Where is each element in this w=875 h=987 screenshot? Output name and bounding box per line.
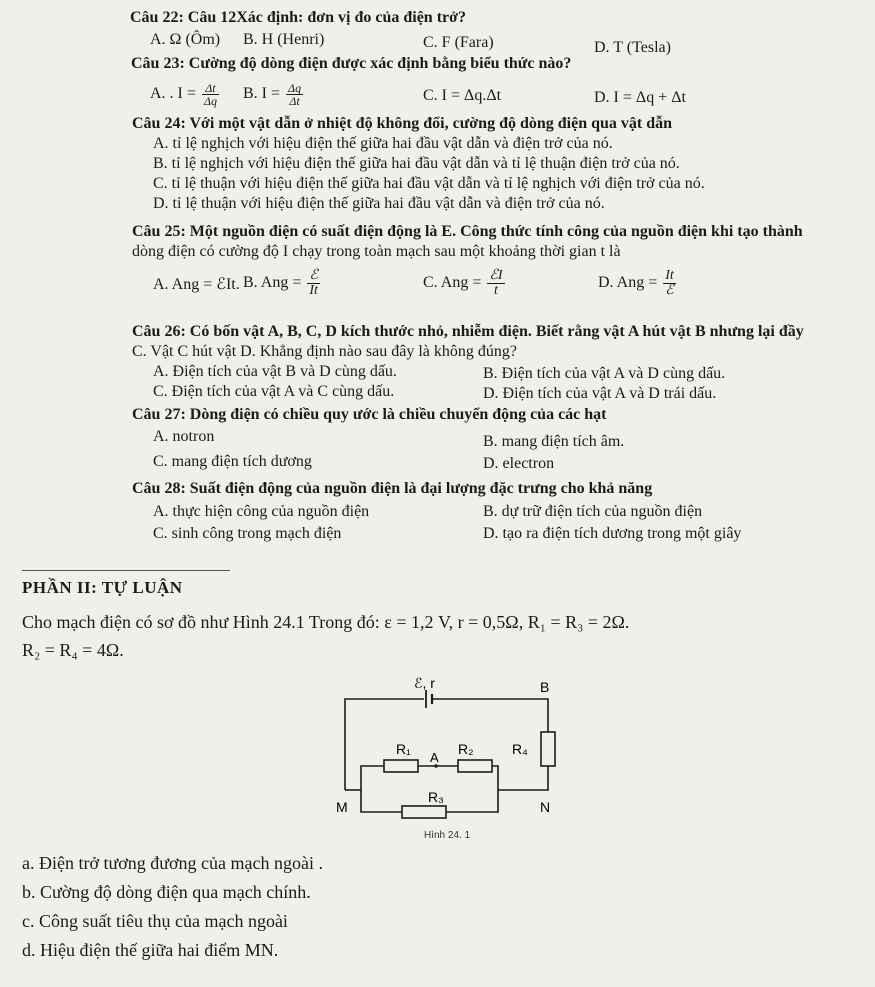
q23-a-den: Δq bbox=[203, 94, 217, 108]
r3-label: R₃ bbox=[428, 789, 444, 805]
source-label: ℰ, r bbox=[414, 675, 435, 691]
q23-option-c: C. I = Δq.Δt bbox=[423, 87, 502, 104]
q26-option-c: C. Điện tích của vật A và C cùng dấu. bbox=[153, 383, 395, 400]
q23-b-num: Δq bbox=[288, 81, 302, 95]
r2-label: R₂ bbox=[458, 741, 474, 757]
q25-b-den: It bbox=[309, 283, 318, 298]
node-b-label: B bbox=[540, 679, 550, 695]
part-2-question-a: a. Điện trở tương đương của mạch ngoài . bbox=[22, 853, 323, 873]
q25-d-prefix: D. Ang = bbox=[598, 274, 662, 292]
q28-option-d: D. tạo ra điện tích dương trong một giây bbox=[483, 525, 742, 542]
q23-b-prefix: B. I = bbox=[243, 85, 285, 103]
q23-b-den: Δt bbox=[289, 94, 300, 108]
q27-option-a: A. notron bbox=[153, 428, 215, 445]
q24-option-b: B. tỉ lệ nghịch với hiệu điện thế giữa hai đầu vật dẫn và tỉ lệ thuận điện trở của nó. bbox=[153, 155, 680, 172]
q24-option-c: C. tỉ lệ thuận với hiệu điện thế giữa hai đầu vật dẫn và tỉ lệ nghịch với điện trở của nó. bbox=[153, 175, 705, 192]
part-2-question-d: d. Hiệu điện thế giữa hai điểm MN. bbox=[22, 940, 279, 960]
q27-option-c: C. mang điện tích dương bbox=[153, 453, 312, 470]
q25-d-den: ℰ bbox=[665, 283, 674, 298]
question-25-title-line2: dòng điện có cường độ I chạy trong toàn mạch sau một khoảng thời gian t là bbox=[132, 243, 621, 260]
q25-d-num: It bbox=[665, 268, 674, 283]
q22-option-a: A. Ω (Ôm) bbox=[150, 31, 221, 48]
q28-option-c: C. sinh công trong mạch điện bbox=[153, 525, 342, 542]
q24-option-d: D. tỉ lệ thuận với hiệu điện thế giữa hai đầu vật dẫn và điện trở của nó. bbox=[153, 195, 605, 212]
node-a-label: A bbox=[430, 750, 439, 765]
q27-option-d: D. electron bbox=[483, 455, 555, 472]
question-25-title-line1: Câu 25: Một nguồn điện có suất điện động là E. Công thức tính công của nguồn điện khi tạo thành bbox=[132, 223, 803, 240]
question-28-title: Câu 28: Suất điện động của nguồn điện là đại lượng đặc trưng cho khả năng bbox=[132, 480, 653, 497]
q24-option-a: A. tỉ lệ nghịch với hiệu điện thế giữa hai đầu vật dẫn và điện trở của nó. bbox=[153, 135, 613, 152]
node-m-label: M bbox=[336, 799, 348, 815]
part-2-question-c: c. Công suất tiêu thụ của mạch ngoài bbox=[22, 911, 288, 931]
q25-c-prefix: C. Ang = bbox=[423, 274, 486, 292]
q25-b-num: ℰ bbox=[307, 269, 320, 284]
q23-a-num: Δt bbox=[202, 82, 219, 95]
q28-option-a: A. thực hiện công của nguồn điện bbox=[153, 503, 370, 520]
q25-c-num: ℰI bbox=[489, 268, 503, 283]
q23-option-d: D. I = Δq + Δt bbox=[594, 89, 686, 106]
q25-b-prefix: B. Ang = bbox=[243, 274, 306, 292]
question-24-title: Câu 24: Với một vật dẫn ở nhiệt độ không đổi, cường độ dòng điện qua vật dẫn bbox=[132, 115, 673, 132]
q22-option-b: B. H (Henri) bbox=[243, 31, 325, 48]
question-26-title-line1: Câu 26: Có bốn vật A, B, C, D kích thước nhỏ, nhiễm điện. Biết rằng vật A hút vật B nhưng lại đầy bbox=[132, 323, 804, 340]
part-2-intro-line1: Cho mạch điện có sơ đồ như Hình 24.1 Trong đó: ε = 1,2 V, r = 0,5Ω, R₁ = R₃ = 2Ω. bbox=[22, 612, 630, 632]
q28-option-b: B. dự trữ điện tích của nguồn điện bbox=[483, 503, 703, 520]
q23-a-prefix: A. . I = bbox=[150, 85, 200, 103]
q22-option-c: C. F (Fara) bbox=[423, 34, 494, 51]
q26-option-d: D. Điện tích của vật A và D trái dấu. bbox=[483, 385, 717, 402]
q25-c-den: t bbox=[494, 283, 498, 298]
part-2-heading: PHẦN II: TỰ LUẬN bbox=[22, 578, 183, 597]
figure-caption: Hình 24. 1 bbox=[424, 830, 471, 841]
part-2-intro-line2: R₂ = R₄ = 4Ω. bbox=[22, 640, 124, 660]
r1-label: R₁ bbox=[396, 741, 411, 757]
question-27-title: Câu 27: Dòng điện có chiều quy ước là chiều chuyển động của các hạt bbox=[132, 406, 607, 423]
question-23-title: Câu 23: Cường độ dòng điện được xác định bằng biểu thức nào? bbox=[131, 55, 572, 72]
q22-option-d: D. T (Tesla) bbox=[594, 39, 671, 56]
part-2-question-b: b. Cường độ dòng điện qua mạch chính. bbox=[22, 882, 311, 902]
r4-label: R₄ bbox=[512, 741, 528, 757]
q26-option-b: B. Điện tích của vật A và D cùng dấu. bbox=[483, 365, 726, 382]
q25-option-a: A. Ang = ℰIt. bbox=[153, 276, 240, 293]
question-22-title: Câu 22: Câu 12Xác định: đơn vị đo của điện trở? bbox=[130, 9, 466, 26]
q27-option-b: B. mang điện tích âm. bbox=[483, 433, 625, 450]
question-26-title-line2: C. Vật C hút vật D. Khẳng định nào sau đây là không đúng? bbox=[132, 343, 517, 360]
q26-option-a: A. Điện tích của vật B và D cùng dấu. bbox=[153, 363, 397, 380]
node-n-label: N bbox=[540, 799, 551, 815]
